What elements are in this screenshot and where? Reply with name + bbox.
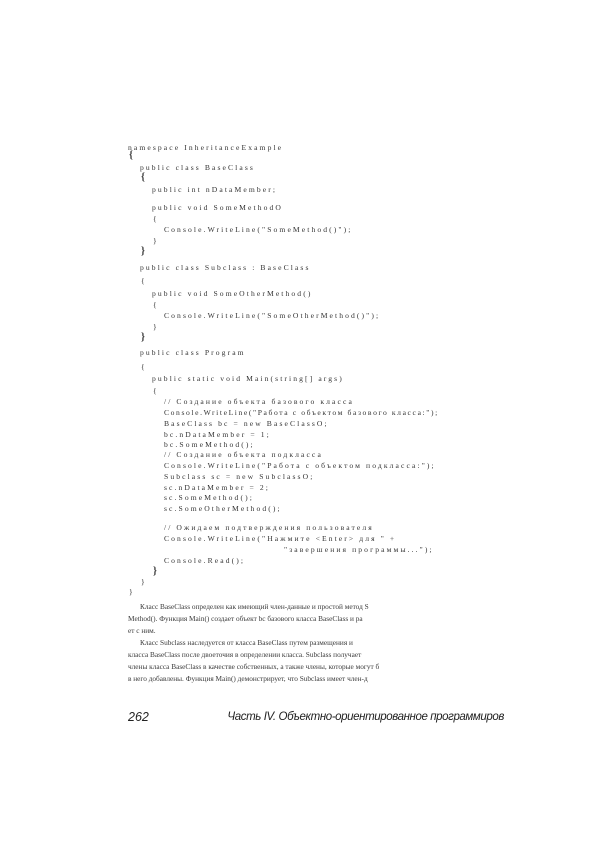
text-line: Method(). Функция Main() создает объект bc базового класса BaseClass и ра [128,614,363,623]
text-line: класса BaseClass после двоеточия в определении класса. Subclass получает [128,650,362,659]
code-line: { [153,300,159,309]
code-line: public void SomeOtherMethod() [152,289,313,298]
code-line: public void SomeMethodO [152,203,283,212]
code-line: Console.WriteLine("Работа с объектом подкласса:"); [164,461,436,470]
code-line: namespace InheritanceExample [128,143,284,152]
code-line: bc.nDataMember = 1; [164,430,271,439]
code-line: Console.WriteLine("SomeMethod()"); [164,225,353,234]
code-line: { [141,276,147,285]
code-line: { [141,362,147,371]
code-line: } [141,332,145,343]
text-line: Класс BaseClass определен как имеющий член-данные и простой метод S [140,602,369,611]
code-line: sc.SomeOtherMethod(); [164,504,282,513]
text-line: в него добавлены. Функция Main() демонстрирует, что Subclass имеет член-д [128,674,368,683]
code-line: public int nDataMember; [152,185,278,194]
code-line: } [129,587,135,596]
code-line: Console.WriteLine("Нажмите <Enter> для " + [164,534,397,543]
code-line: { [153,214,159,223]
code-line: } [153,236,159,245]
code-line: { [153,386,159,395]
code-line: sc.nDataMember = 2; [164,483,270,492]
text-line: Класс Subclass наследуется от класса BaseClass путем размещения и [140,638,353,647]
page-number: 262 [128,710,149,724]
code-line: // Создание объекта подкласса [164,450,323,459]
code-line: public static void Main(string[] args) [152,374,344,383]
code-line: sc.SomeMethod(); [164,493,254,502]
code-line: { [141,172,145,183]
code-line: public class Subclass : BaseClass [140,263,311,272]
code-line: public class Program [140,348,246,357]
code-line: Console.WriteLine("Работа с объектом базового класса:"); [164,408,439,417]
code-line: public class BaseClass [140,163,255,172]
code-line: } [153,566,157,577]
text-line: члены класса BaseClass в качестве собственных, а также члены, которые могут б [128,662,380,671]
code-line: // Создание объекта базового класса [164,397,355,406]
code-line: // Ожидаем подтверждения пользователя [164,523,374,532]
code-line: Console.WriteLine("SomeOtherMethod()"); [164,311,381,320]
text-line: ет с ним. [128,626,156,635]
code-line: "завершения программы..."); [284,545,434,554]
code-line: } [141,577,147,586]
code-line: } [141,246,145,257]
code-line: bc.SomeMethod(); [164,440,255,449]
code-line: Console.Read(); [164,556,246,565]
running-title: Часть IV. Объектно-ориентированное программиров [227,711,504,723]
code-line: Subclass sc = new SubclassO; [164,472,315,481]
code-line: } [153,322,159,331]
code-line: BaseClass bc = new BaseClassO; [164,419,329,428]
code-line: { [129,150,133,161]
